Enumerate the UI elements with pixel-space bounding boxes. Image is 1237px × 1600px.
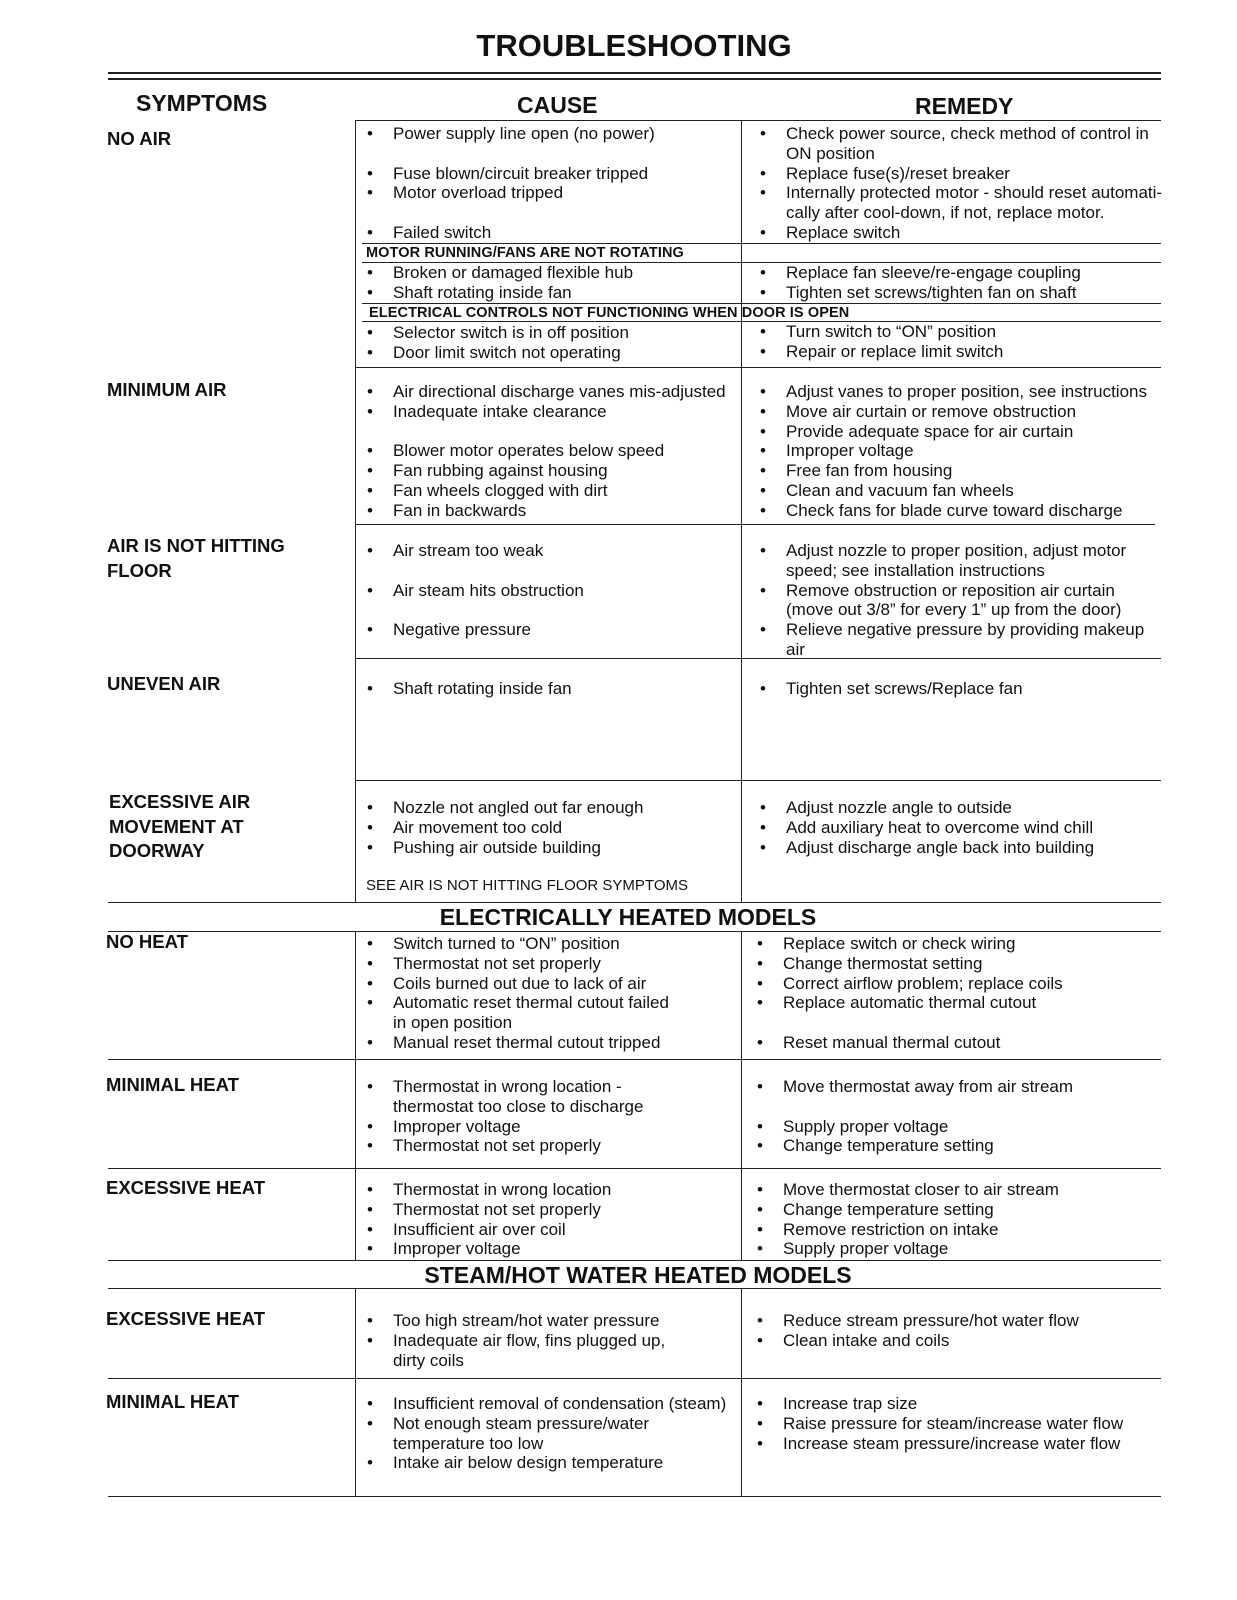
- symptom-steam-excessive-heat: EXCESSIVE HEAT: [106, 1308, 266, 1329]
- list-item: • Change thermostat setting: [783, 954, 1063, 974]
- symptom-no-heat: NO HEAT: [106, 931, 188, 952]
- cause-list-minimal-heat: [393, 1077, 643, 1156]
- list-item-continuation: [393, 600, 584, 620]
- list-item: • Move thermostat away from air stream: [783, 1077, 1073, 1097]
- remedy-list-minimal-heat: [783, 1077, 1073, 1156]
- list-item: • Raise pressure for steam/increase water flow: [783, 1414, 1123, 1434]
- list-item: • Remove obstruction or reposition air curtain: [786, 581, 1144, 601]
- list-item: • Manual reset thermal cutout tripped: [393, 1033, 669, 1053]
- list-item: • Nozzle not angled out far enough: [393, 798, 643, 818]
- list-item: • Improper voltage: [393, 1239, 611, 1259]
- symptom-uneven-air: UNEVEN AIR: [107, 673, 221, 694]
- list-item: • Motor overload tripped: [393, 183, 655, 203]
- list-item-continuation: (move out 3/8” for every 1” up from the door): [786, 600, 1122, 620]
- list-item: • Broken or damaged flexible hub: [393, 263, 633, 283]
- list-item-continuation: [393, 203, 655, 223]
- row-divider: [355, 524, 1155, 525]
- remedy-list-no-air: [786, 124, 1162, 243]
- remedy-list-uneven-air: [786, 679, 1023, 699]
- list-item: • Air stream too weak: [393, 541, 584, 561]
- remedy-list-electrical-controls: [786, 322, 1003, 362]
- list-item: • Power supply line open (no power): [393, 124, 655, 144]
- remedy-list-no-heat: [783, 934, 1063, 1053]
- list-item-continuation: air: [786, 639, 805, 659]
- list-item: • Coils burned out due to lack of air: [393, 974, 669, 994]
- subheading-motor-running: MOTOR RUNNING/FANS ARE NOT ROTATING: [366, 245, 684, 261]
- list-item: • Replace fuse(s)/reset breaker: [786, 164, 1162, 184]
- row-divider: [108, 902, 1161, 903]
- cause-list-motor-running: [393, 263, 633, 303]
- list-item: • Inadequate air flow, fins plugged up,: [393, 1331, 665, 1351]
- list-item: • Internally protected motor - should reset automati-: [786, 183, 1162, 203]
- list-item: • Insufficient removal of condensation (steam): [393, 1394, 726, 1414]
- row-divider: [355, 367, 1161, 368]
- list-item-continuation: speed; see installation instructions: [786, 560, 1045, 580]
- list-item: • Fuse blown/circuit breaker tripped: [393, 164, 655, 184]
- cause-list-excessive-heat: [393, 1180, 611, 1259]
- list-item: • Thermostat in wrong location -: [393, 1077, 643, 1097]
- list-item-continuation: [783, 1097, 1073, 1117]
- cause-list-steam-minimal-heat: [393, 1394, 726, 1473]
- list-item: • Move air curtain or remove obstruction: [786, 402, 1147, 422]
- list-item: • Fan rubbing against housing: [393, 461, 726, 481]
- cause-list-minimum-air: [393, 382, 726, 521]
- list-item: • Move thermostat closer to air stream: [783, 1180, 1059, 1200]
- list-item: • Thermostat not set properly: [393, 1136, 643, 1156]
- list-item: • Inadequate intake clearance: [393, 402, 726, 422]
- list-item: • Improper voltage: [393, 1117, 643, 1137]
- list-item-continuation: [783, 1013, 1063, 1033]
- list-item: • Check power source, check method of control in: [786, 124, 1162, 144]
- list-item: • Failed switch: [393, 223, 655, 243]
- list-item-continuation: cally after cool-down, if not, replace motor.: [786, 203, 1105, 223]
- list-item: • Replace switch: [786, 223, 1162, 243]
- symptom-air-not-hitting-floor: AIR IS NOT HITTING FLOOR: [107, 535, 285, 581]
- list-item-continuation: temperature too low: [393, 1433, 544, 1453]
- list-item: • Provide adequate space for air curtain: [786, 422, 1147, 442]
- list-item: • Correct airflow problem; replace coils: [783, 974, 1063, 994]
- list-item: • Tighten set screws/tighten fan on shaft: [786, 283, 1081, 303]
- section-electrically-heated: ELECTRICALLY HEATED MODELS: [439, 904, 817, 930]
- row-divider: [362, 243, 1161, 244]
- list-item: • Shaft rotating inside fan: [393, 679, 572, 699]
- header-remedy: REMEDY: [915, 93, 1014, 119]
- symptom-minimum-air: MINIMUM AIR: [107, 379, 227, 400]
- list-item: • Add auxiliary heat to overcome wind chill: [786, 818, 1094, 838]
- column-divider: [355, 120, 356, 902]
- list-item: • Increase steam pressure/increase water flow: [783, 1434, 1123, 1454]
- list-item: • Adjust discharge angle back into building: [786, 838, 1094, 858]
- column-divider: [741, 931, 742, 1260]
- list-item: • Repair or replace limit switch: [786, 342, 1003, 362]
- list-item-continuation: [393, 561, 584, 581]
- page-title: TROUBLESHOOTING: [476, 28, 792, 63]
- column-divider: [355, 931, 356, 1260]
- row-divider: [108, 1378, 1161, 1379]
- list-item: • Not enough steam pressure/water: [393, 1414, 726, 1434]
- cause-list-excessive-air: [393, 798, 643, 857]
- symptom-no-air: NO AIR: [107, 128, 172, 149]
- row-divider: [108, 931, 1161, 932]
- list-item-continuation: [393, 422, 726, 442]
- list-item: • Relieve negative pressure by providing makeup: [786, 620, 1144, 640]
- list-item: • Turn switch to “ON” position: [786, 322, 1003, 342]
- list-item: • Remove restriction on intake: [783, 1220, 1059, 1240]
- title-rule-2: [108, 78, 1161, 80]
- symptom-excessive-air-movement: EXCESSIVE AIR MOVEMENT AT DOORWAY: [109, 791, 251, 861]
- cause-list-uneven-air: [393, 679, 572, 699]
- list-item: • Replace automatic thermal cutout: [783, 993, 1063, 1013]
- list-item-continuation: ON position: [786, 143, 875, 163]
- list-item: • Reset manual thermal cutout: [783, 1033, 1063, 1053]
- cause-list-electrical-controls: [393, 323, 629, 363]
- list-item: • Clean and vacuum fan wheels: [786, 481, 1147, 501]
- list-item: • Negative pressure: [393, 620, 584, 640]
- remedy-list-motor-running: [786, 263, 1081, 303]
- list-item: • Blower motor operates below speed: [393, 441, 726, 461]
- list-item: • Air directional discharge vanes mis-adjusted: [393, 382, 726, 402]
- list-item: • Fan wheels clogged with dirt: [393, 481, 726, 501]
- list-item: • Supply proper voltage: [783, 1239, 1059, 1259]
- list-item: • Automatic reset thermal cutout failed: [393, 993, 669, 1013]
- remedy-list-excessive-heat: [783, 1180, 1059, 1259]
- list-item: • Thermostat not set properly: [393, 954, 669, 974]
- list-item: • Free fan from housing: [786, 461, 1147, 481]
- list-item: • Too high stream/hot water pressure: [393, 1311, 665, 1331]
- header-cause: CAUSE: [517, 92, 598, 118]
- row-divider: [355, 120, 1161, 121]
- row-divider: [355, 780, 1161, 781]
- column-divider: [355, 1288, 356, 1496]
- cause-list-air-not-hitting-floor: [393, 541, 584, 640]
- symptom-steam-minimal-heat: MINIMAL HEAT: [106, 1391, 239, 1412]
- symptom-excessive-heat: EXCESSIVE HEAT: [106, 1177, 266, 1198]
- list-item-continuation: dirty coils: [393, 1350, 464, 1370]
- row-divider: [362, 303, 1161, 304]
- see-note: SEE AIR IS NOT HITTING FLOOR SYMPTOMS: [366, 877, 688, 894]
- list-item: • Door limit switch not operating: [393, 343, 629, 363]
- list-item: • Intake air below design temperature: [393, 1453, 726, 1473]
- list-item: • Reduce stream pressure/hot water flow: [783, 1311, 1079, 1331]
- list-item: • Replace switch or check wiring: [783, 934, 1063, 954]
- list-item: • Air steam hits obstruction: [393, 581, 584, 601]
- section-steam-hot-water: STEAM/HOT WATER HEATED MODELS: [424, 1262, 852, 1288]
- list-item-continuation: thermostat too close to discharge: [393, 1096, 644, 1116]
- list-item: • Improper voltage: [786, 441, 1147, 461]
- list-item: • Adjust nozzle angle to outside: [786, 798, 1094, 818]
- list-item: • Shaft rotating inside fan: [393, 283, 633, 303]
- list-item: • Tighten set screws/Replace fan: [786, 679, 1023, 699]
- row-divider: [108, 1260, 1161, 1261]
- list-item: • Replace fan sleeve/re-engage coupling: [786, 263, 1081, 283]
- remedy-list-steam-minimal-heat: [783, 1394, 1123, 1453]
- list-item: • Check fans for blade curve toward discharge: [786, 501, 1147, 521]
- remedy-list-steam-excessive-heat: [783, 1311, 1079, 1351]
- list-item: • Selector switch is in off position: [393, 323, 629, 343]
- title-rule-1: [108, 72, 1161, 74]
- cause-list-no-air: [393, 124, 655, 243]
- symptom-minimal-heat: MINIMAL HEAT: [106, 1074, 239, 1095]
- list-item: • Thermostat not set properly: [393, 1200, 611, 1220]
- list-item: • Air movement too cold: [393, 818, 643, 838]
- column-divider: [741, 120, 742, 902]
- cause-list-steam-excessive-heat: [393, 1311, 665, 1370]
- row-divider: [108, 1168, 1161, 1169]
- remedy-list-air-not-hitting-floor: [786, 541, 1144, 660]
- row-divider: [108, 1059, 1161, 1060]
- list-item: • Adjust nozzle to proper position, adjust motor: [786, 541, 1144, 561]
- remedy-list-excessive-air: [786, 798, 1094, 857]
- cause-list-no-heat: [393, 934, 669, 1053]
- list-item: • Change temperature setting: [783, 1136, 1073, 1156]
- column-divider: [741, 1288, 742, 1496]
- list-item: • Clean intake and coils: [783, 1331, 1079, 1351]
- list-item: • Adjust vanes to proper position, see instructions: [786, 382, 1147, 402]
- list-item-continuation: in open position: [393, 1013, 513, 1033]
- subheading-electrical-controls: ELECTRICAL CONTROLS NOT FUNCTIONING WHEN DOOR IS OPEN: [369, 305, 850, 321]
- list-item-continuation: [393, 144, 655, 164]
- list-item: • Change temperature setting: [783, 1200, 1059, 1220]
- list-item: • Supply proper voltage: [783, 1117, 1073, 1137]
- row-divider: [108, 1496, 1161, 1497]
- list-item: • Thermostat in wrong location: [393, 1180, 611, 1200]
- list-item: • Switch turned to “ON” position: [393, 934, 669, 954]
- header-symptoms: SYMPTOMS: [136, 90, 268, 116]
- remedy-list-minimum-air: [786, 382, 1147, 521]
- list-item: • Increase trap size: [783, 1394, 1123, 1414]
- list-item: • Fan in backwards: [393, 501, 726, 521]
- list-item: • Insufficient air over coil: [393, 1220, 611, 1240]
- list-item: • Pushing air outside building: [393, 838, 643, 858]
